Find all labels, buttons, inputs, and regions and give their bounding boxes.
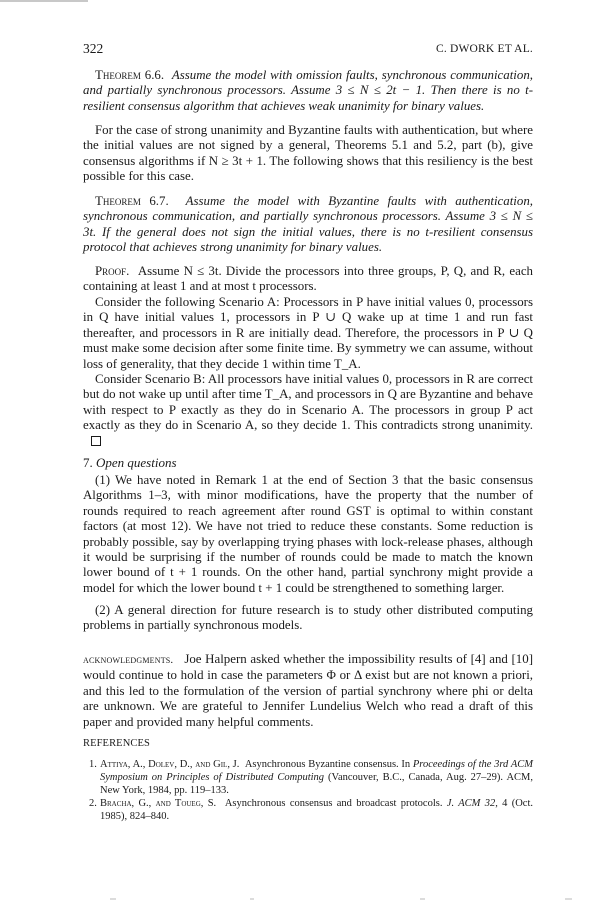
- proof-paragraph-3: [83, 372, 533, 449]
- reference-venue: Proceedings of the 3rd ACM Symposium on Principles of Distributed Computing: [100, 759, 534, 783]
- section-title: Open questions: [96, 455, 177, 470]
- reference-item: 2. Bracha, G., and Toueg, S. Asynchronous consensus and broadcast protocols. J. ACM 32, 4 (Oct. 1985), 824–840.: [89, 798, 534, 822]
- open-question-2: (2) A general direction for future research is to study other distributed computing problems in partially synchronous models.: [83, 603, 533, 633]
- acknowledgments-label: acknowledgments.: [83, 654, 174, 666]
- section-7-heading: 7. Open questions: [83, 455, 177, 470]
- references-heading: REFERENCES: [83, 738, 150, 749]
- proof-paragraph-2: Consider the following Scenario A: Processors in P have initial values 0, processors in Q have initial values 1, processors in P ∪ Q wake up at time 1 and run fast thereafter, and processors in R are initially dead. Therefore, the processors in P ∪ Q must make some decision after some finite time. By symmetry we can assume, without loss of generality, that they decide 1 within time T_A.: [83, 295, 533, 371]
- scan-edge-line: [0, 0, 88, 2]
- proof-label: Proof.: [95, 264, 130, 278]
- proof-paragraph-1: [83, 264, 533, 295]
- theorem-label: Theorem 6.7.: [95, 194, 169, 208]
- acknowledgments-text: Joe Halpern asked whether the impossibility results of [4] and [10] would continue to hold in case the parameters Φ or Δ exist but are not known a priori, and this led to the formulation of the version of partial synchrony where phi or delta are unknown. We are grateful to Jennifer Lundelius Welch who read a draft of this paper and provided many helpful comments.: [83, 652, 533, 729]
- scan-artifact: [420, 898, 425, 900]
- paragraph-strong-unanimity: For the case of strong unanimity and Byzantine faults with authentication, but where the initial values are not signed by a general, Theorems 5.1 and 5.2, part (b), give consensus algorithms if N ≥ 3t + 1. The following shows that this resiliency is the best possible for this case.: [83, 123, 533, 184]
- scan-artifact: [110, 898, 116, 900]
- reference-authors: Bracha, G., and Toueg, S.: [100, 798, 217, 809]
- proof-text: Assume N ≤ 3t. Divide the processors into three groups, P, Q, and R, each containing at least 1 and at most t processors.: [83, 264, 533, 294]
- reference-item: 1. Attiya, A., Dolev, D., and Gil, J. Asynchronous Byzantine consensus. In Proceedings of the 3rd ACM Symposium on Principles of Distributed Computing (Vancouver, B.C., Canada, Aug. 27–29). ACM, New York, 1984, pp. 119–133.: [89, 759, 534, 796]
- references-list: [83, 758, 533, 823]
- theorem-label: Theorem 6.6.: [95, 68, 165, 82]
- theorem-6-7: [83, 194, 533, 256]
- open-question-1: (1) We have noted in Remark 1 at the end of Section 3 that the basic consensus Algorithms 1–3, with minor modifications, have the property that the number of rounds required to reach agreement after round GST is optimal to within constant factors (at most 12). We have not tried to reduce these constants. Some reduction is probably possible, say by overlapping trying phases with lock-release phases, although it would be surprising if the number of rounds could be made to match the known lower bound of t + 1 rounds. On the other hand, partial synchrony might provide a model for which the lower bound t + 1 could be strengthened to something larger.: [83, 473, 533, 595]
- acknowledgments: [83, 652, 533, 730]
- reference-venue: J. ACM 32: [446, 798, 496, 809]
- scan-artifact: [250, 898, 254, 900]
- proof-text: Consider Scenario B: All processors have initial values 0, processors in R are correct but do not wake up until after time T_A, and processors in Q are Byzantine and behave with respect to P exactly as they do in Scenario A. The processors in group P act exactly as they do in Scenario A, so they decide 1. This contradicts strong unanimity.: [83, 372, 533, 433]
- page-number: 322: [83, 41, 104, 56]
- reference-authors: Attiya, A., Dolev, D., and Gil, J.: [100, 759, 240, 770]
- scan-artifact: [565, 898, 572, 900]
- qed-square-icon: [91, 436, 101, 446]
- running-head: C. DWORK ET AL.: [435, 43, 533, 55]
- theorem-text: Assume the model with omission faults, synchronous communication, and partially synchronous processors. Assume 3 ≤ N ≤ 2t − 1. Then there is no t-resilient consensus algorithm that achieves weak unanimity for binary values.: [83, 68, 534, 113]
- theorem-6-6: [83, 68, 533, 114]
- theorem-text: Assume the model with Byzantine faults with authentication, synchronous communication, and partially synchronous processors. Assume 3 ≤ N ≤ 3t. If the general does not sign the initial values, there is no t-resilient consensus protocol that achieves strong unanimity for binary values.: [83, 194, 534, 255]
